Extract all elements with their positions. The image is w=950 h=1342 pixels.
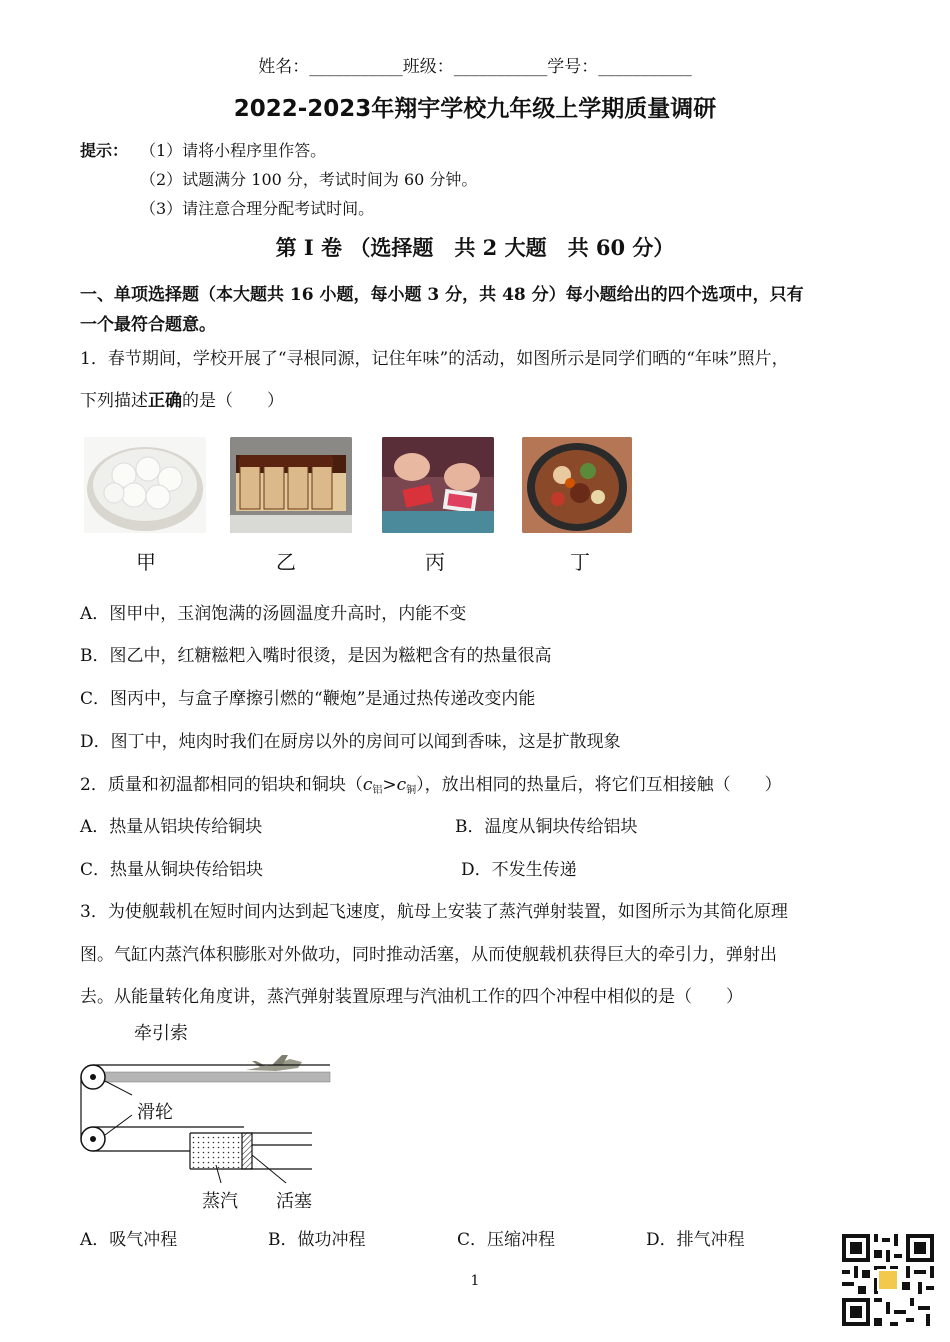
photo-ciba bbox=[230, 437, 352, 533]
part1-heading-line1: 一、单项选择题（本大题共 16 小题，每小题 3 分，共 48 分）每小题给出的四个选项中，只有 bbox=[80, 285, 804, 305]
photo-tangyuan bbox=[84, 437, 206, 533]
student-info-line: 姓名：___________班级：___________学号：___________ bbox=[258, 57, 692, 77]
q2-sub-cu: 铜 bbox=[406, 785, 417, 796]
tip-item-1: （1）请将小程序里作答。 bbox=[140, 141, 327, 160]
plane-icon bbox=[246, 1055, 302, 1071]
q1-option-b[interactable]: B．图乙中，红糖糍粑入嘴时很烫，是因为糍粑含有的热量很高 bbox=[80, 646, 552, 666]
q2-stem-pre: 2．质量和初温都相同的铝块和铜块（ bbox=[80, 775, 363, 795]
page-number: 1 bbox=[470, 1273, 480, 1289]
q2-gt: > bbox=[382, 775, 397, 795]
q3-stem-line3: 去。从能量转化角度讲，蒸汽弹射装置原理与汽油机工作的四个冲程中相似的是（ ） bbox=[80, 987, 743, 1007]
section-title: 第 I 卷 （选择题 共 2 大题 共 60 分） bbox=[275, 235, 675, 260]
q2-option-c[interactable]: C．热量从铜块传给铝块 bbox=[80, 860, 264, 880]
exam-title: 2022-2023年翔宇学校九年级上学期质量调研 bbox=[233, 96, 717, 122]
q3-stem-line2: 图。气缸内蒸汽体积膨胀对外做功，同时推动活塞，从而使舰载机获得巨大的牵引力，弹射出 bbox=[80, 945, 777, 965]
q2-option-a[interactable]: A．热量从铝块传给铜块 bbox=[80, 817, 263, 837]
q2-option-b[interactable]: B．温度从铜块传给铝块 bbox=[455, 817, 638, 837]
caption-yi: 乙 bbox=[276, 550, 296, 574]
label-steam: 蒸汽 bbox=[202, 1191, 238, 1212]
caption-jia: 甲 bbox=[136, 550, 156, 574]
q2-stem-post: ），放出相同的热量后，将它们互相接触（ ） bbox=[416, 775, 782, 795]
label-piston: 活塞 bbox=[276, 1191, 312, 1212]
q3-option-c[interactable]: C．压缩冲程 bbox=[457, 1230, 556, 1250]
photo-firecracker bbox=[382, 437, 494, 533]
q3-stem-line1: 3．为使舰载机在短时间内达到起飞速度，航母上安装了蒸汽弹射装置，如图所示为其简化原理 bbox=[80, 902, 788, 922]
tip-item-2: （2）试题满分 100 分，考试时间为 60 分钟。 bbox=[140, 170, 478, 189]
q1-stem-bold: 正确 bbox=[148, 391, 182, 411]
q3-option-d[interactable]: D．排气冲程 bbox=[646, 1230, 745, 1250]
q1-option-a[interactable]: A．图甲中，玉润饱满的汤圆温度升高时，内能不变 bbox=[80, 604, 467, 624]
part1-heading-line2: 一个最符合题意。 bbox=[80, 315, 216, 335]
q2-option-d[interactable]: D．不发生传递 bbox=[461, 860, 577, 880]
tip-item-3: （3）请注意合理分配考试时间。 bbox=[140, 199, 375, 218]
catapult-diagram bbox=[76, 1015, 336, 1215]
label-pulley: 滑轮 bbox=[137, 1102, 173, 1123]
q2-sub-al: 铝 bbox=[372, 785, 383, 796]
tips-label: 提示： bbox=[80, 141, 129, 160]
q3-option-b[interactable]: B．做功冲程 bbox=[268, 1230, 366, 1250]
q2-c-cu: c bbox=[396, 775, 407, 795]
q1-option-d[interactable]: D．图丁中，炖肉时我们在厨房以外的房间可以闻到香味，这是扩散现象 bbox=[80, 732, 621, 752]
q3-option-a[interactable]: A．吸气冲程 bbox=[80, 1230, 178, 1250]
photo-stew bbox=[522, 437, 632, 533]
qr-code-icon[interactable] bbox=[838, 1230, 938, 1330]
q2-stem bbox=[80, 770, 782, 796]
label-rope: 牵引索 bbox=[134, 1023, 188, 1044]
q1-stem-post: 的是（ ） bbox=[182, 391, 284, 411]
q1-option-c[interactable]: C．图丙中，与盒子摩擦引燃的“鞭炮”是通过热传递改变内能 bbox=[80, 689, 536, 709]
q1-stem-line2 bbox=[80, 386, 284, 411]
caption-ding: 丁 bbox=[570, 550, 590, 574]
q1-stem-pre: 下列描述 bbox=[80, 391, 148, 411]
caption-bing: 丙 bbox=[425, 550, 445, 574]
q2-c-al: c bbox=[362, 775, 373, 795]
q1-stem-line1: 1．春节期间，学校开展了“寻根同源，记住年味”的活动，如图所示是同学们晒的“年味”照片， bbox=[80, 349, 789, 369]
